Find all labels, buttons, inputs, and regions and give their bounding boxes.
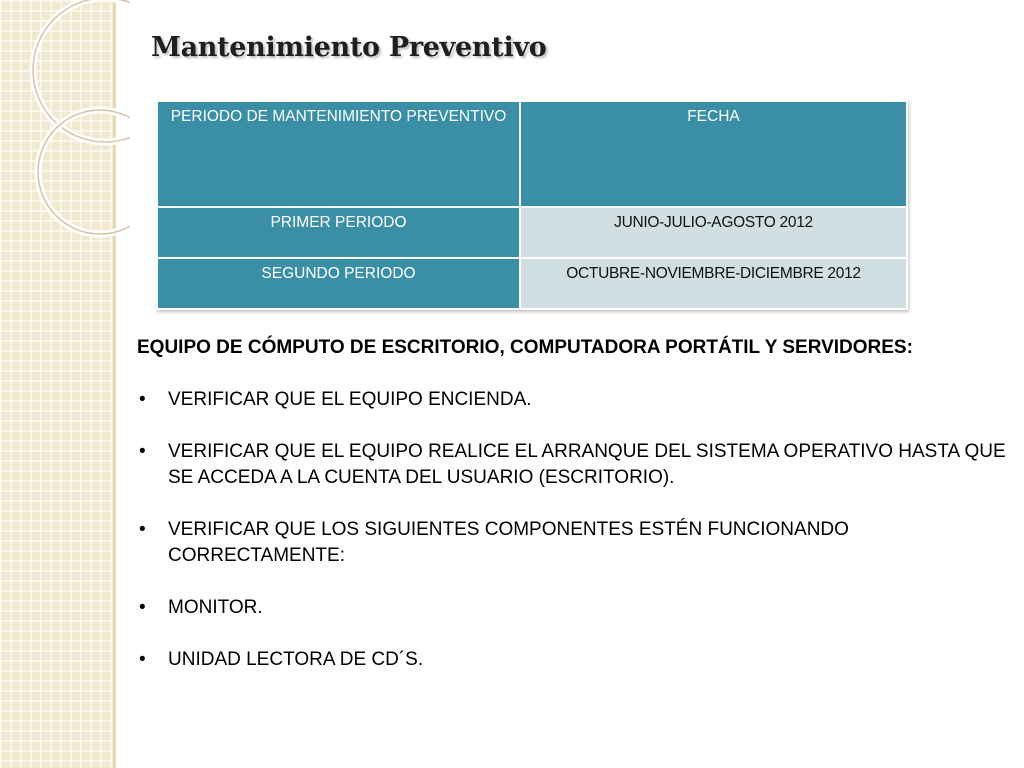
maintenance-schedule-table — [156, 100, 908, 310]
list-item — [137, 439, 1007, 491]
period-cell: PRIMER PERIODO — [157, 207, 520, 258]
column-header-period: PERIODO DE MANTENIMIENTO PREVENTIVO — [157, 101, 520, 207]
list-item — [137, 517, 1007, 569]
list-item — [137, 647, 1007, 673]
table-header-row — [157, 101, 907, 207]
list-item-text: MONITOR. — [168, 597, 263, 618]
bullet-icon: • — [139, 519, 146, 540]
table-row — [157, 258, 907, 309]
bullet-icon: • — [139, 597, 146, 618]
date-cell: JUNIO-JULIO-AGOSTO 2012 — [520, 207, 907, 258]
list-item — [137, 387, 1007, 413]
bullet-icon: • — [139, 649, 146, 670]
list-item-text: UNIDAD LECTORA DE CD´S. — [168, 649, 424, 670]
page-title: Mantenimiento Preventivo — [151, 32, 547, 63]
decorative-swirls — [0, 0, 130, 260]
list-item-text: VERIFICAR QUE LOS SIGUIENTES COMPONENTES ESTÉN FUNCIONANDO CORRECTAMENTE: — [168, 519, 849, 566]
date-cell: OCTUBRE-NOVIEMBRE-DICIEMBRE 2012 — [520, 258, 907, 309]
bullet-icon: • — [139, 389, 146, 410]
period-cell: SEGUNDO PERIODO — [157, 258, 520, 309]
column-header-date: FECHA — [520, 101, 907, 207]
task-list — [137, 387, 1007, 673]
list-item-text: VERIFICAR QUE EL EQUIPO ENCIENDA. — [168, 389, 532, 410]
list-item — [137, 595, 1007, 621]
section-heading: EQUIPO DE CÓMPUTO DE ESCRITORIO, COMPUTADORA PORTÁTIL Y SERVIDORES: — [137, 337, 913, 358]
list-item-text: VERIFICAR QUE EL EQUIPO REALICE EL ARRANQUE DEL SISTEMA OPERATIVO HASTA QUE SE ACCEDA A LA CUENTA DEL USUARIO (ESCRITORIO). — [168, 441, 1006, 488]
content-body — [137, 335, 1007, 699]
bullet-icon: • — [139, 441, 146, 462]
table-row — [157, 207, 907, 258]
